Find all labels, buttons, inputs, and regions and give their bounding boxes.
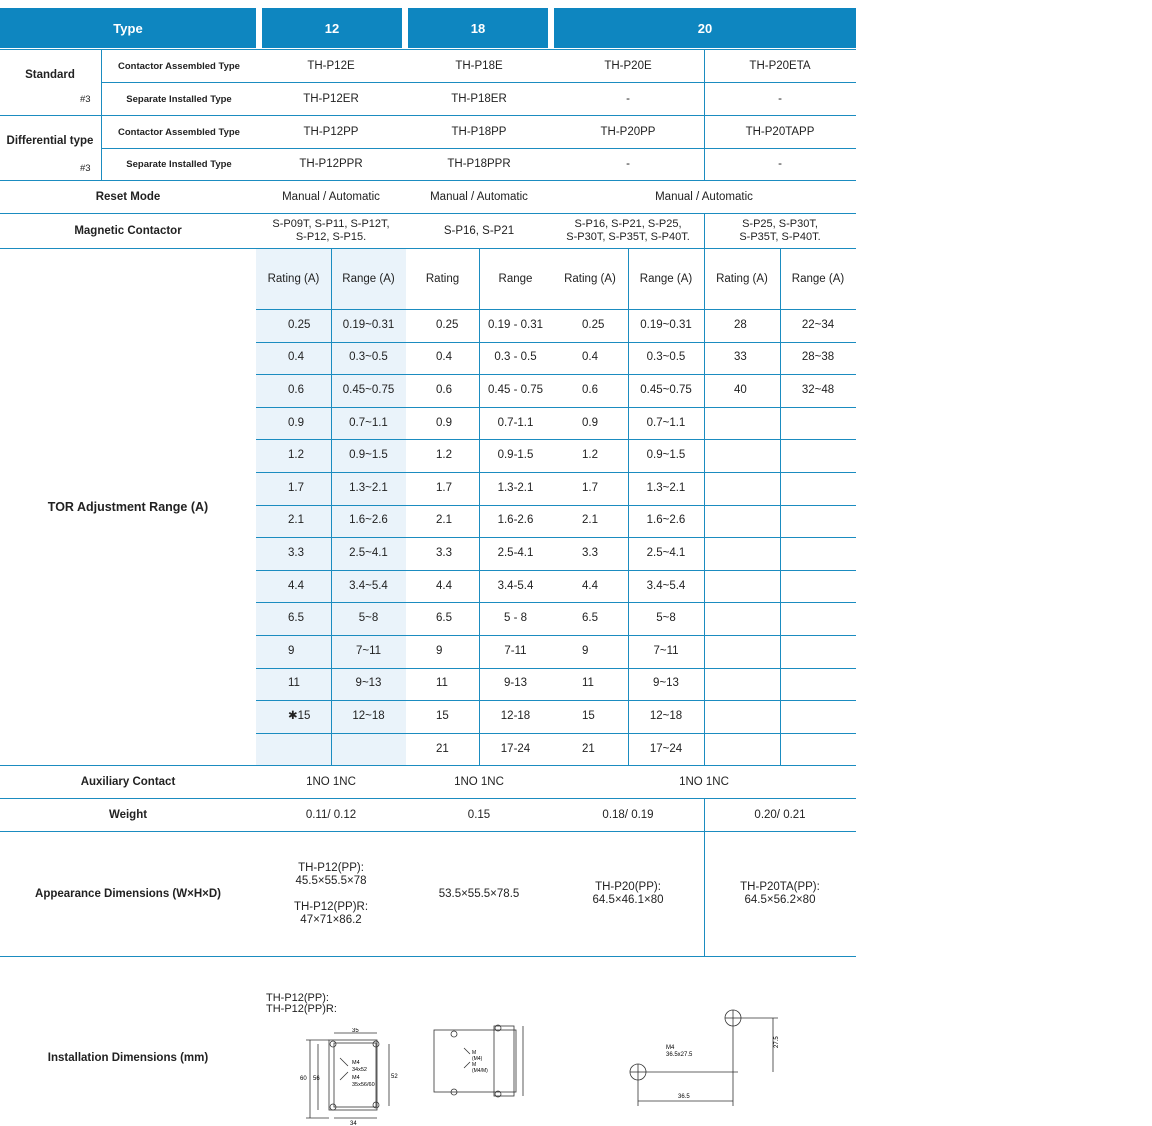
tor-cell [704, 602, 780, 635]
col-header-20: 20 [554, 8, 856, 48]
tor-cell [780, 570, 856, 603]
installation-caption: TH-P12(PP): TH-P12(PP)R: [266, 992, 337, 1015]
tor-cell: 0.6 [582, 383, 598, 396]
tor-cell: 1.3~2.1 [646, 481, 686, 494]
tor-row-line [256, 537, 856, 538]
d1-bottom: 34 [350, 1121, 357, 1126]
standard-separate-20ta: - [778, 92, 782, 105]
tor-cell: 3.4~5.4 [646, 579, 686, 592]
divider-line [0, 831, 856, 832]
tor-cell [256, 733, 331, 766]
tor-cell: 6.5 [288, 612, 304, 625]
tor-cell: 0.9~1.5 [349, 449, 388, 462]
tor-col-line [780, 249, 781, 765]
tor-cell [704, 635, 780, 668]
tor-cell: 0.7~1.1 [646, 416, 686, 429]
tor-cell [780, 505, 856, 538]
d3-vertical: 27.5 [774, 1036, 780, 1048]
divider-line [0, 956, 856, 957]
tor-row-line [256, 700, 856, 701]
reset-mode-18: Manual / Automatic [430, 190, 528, 203]
tor-cell: 0.25 [288, 318, 311, 331]
tor-row-line [256, 309, 856, 310]
tor-col-line [331, 249, 332, 765]
d1-note-c: M4 [352, 1075, 360, 1081]
d1-note-a: M4 [352, 1060, 360, 1066]
tor-cell: 9 [288, 644, 295, 657]
differential-separate-18: TH-P18PPR [447, 157, 511, 170]
installation-drawing-18 [428, 1018, 532, 1104]
tor-cell: 1.7 [288, 481, 304, 494]
tor-cell: 2.5~4.1 [349, 546, 388, 559]
reset-mode-12: Manual / Automatic [282, 190, 380, 203]
d1-note-d: 35x56/60 [352, 1082, 375, 1088]
tor-cell: 17-24 [500, 742, 531, 755]
tor-cell: 0.9 [288, 416, 304, 429]
tor-cell: 1.6~2.6 [646, 514, 686, 527]
divider-line [0, 213, 856, 214]
differential-assembled-20ta: TH-P20TAPP [745, 125, 815, 138]
tor-cell: 9 [436, 644, 443, 657]
standard-assembled-20: TH-P20E [604, 59, 652, 72]
tor-row-line [256, 570, 856, 571]
standard-assembled-label: Contactor Assembled Type [118, 60, 240, 72]
tor-row-line [256, 602, 856, 603]
tor-cell: 1.7 [582, 481, 598, 494]
tor-cell: 1.7 [436, 481, 452, 494]
tor-row-line [256, 668, 856, 669]
tor-cell [780, 472, 856, 505]
tor-cell: 5~8 [358, 612, 379, 625]
tor-cell: 0.25 [436, 318, 459, 331]
standard-assembled-18: TH-P18E [455, 59, 503, 72]
tor-cell [780, 733, 856, 766]
tor-cell: 12~18 [352, 709, 385, 722]
differential-separate-12: TH-P12PPR [299, 157, 363, 170]
tor-cell: 28 [734, 318, 747, 331]
tor-cell: 15 [582, 709, 595, 722]
magnetic-contactor-12: S-P09T, S-P11, S-P12T, S-P12, S-P15. [272, 218, 390, 243]
tor-cell [780, 602, 856, 635]
tor-row-line [256, 342, 856, 343]
tor-cell: 5 - 8 [503, 612, 527, 625]
tor-label: TOR Adjustment Range (A) [47, 499, 209, 514]
tor-cell: 9~13 [355, 677, 382, 690]
divider-line [102, 148, 856, 149]
auxiliary-label: Auxiliary Contact [80, 775, 176, 788]
differential-assembled-18: TH-P18PP [451, 125, 507, 138]
tor-cell: 3.3 [288, 546, 304, 559]
divider-line [0, 49, 856, 50]
tor-cell [780, 439, 856, 472]
tor-cell: 11 [436, 677, 448, 690]
tor-cell: 1.2 [288, 449, 304, 462]
tor-header-cell: Rating [425, 272, 460, 285]
tor-row-line [256, 407, 856, 408]
tor-row-line [256, 472, 856, 473]
tor-row-line [256, 635, 856, 636]
divider-line [0, 248, 856, 249]
tor-header-cell: Rating (A) [564, 272, 616, 285]
d1-left-inner: 56 [313, 1076, 320, 1082]
tor-header-cell: Range (A) [639, 272, 693, 285]
weight-18: 0.15 [467, 808, 491, 821]
tor-cell: 0.6 [288, 383, 304, 396]
tor-cell: 1.3~2.1 [349, 481, 388, 494]
standard-assembled-12: TH-P12E [307, 59, 355, 72]
standard-assembled-20ta: TH-P20ETA [749, 59, 811, 72]
d3-horizontal: 36.5 [678, 1094, 690, 1100]
tor-cell: 32~48 [801, 383, 835, 396]
tor-cell: 15 [436, 709, 449, 722]
differential-footnote: #3 [80, 163, 91, 174]
reset-mode-20: Manual / Automatic [655, 190, 753, 203]
installation-drawing-20 [620, 1004, 790, 1110]
divider-line [0, 798, 856, 799]
tor-cell: 0.25 [582, 318, 605, 331]
tor-cell: 21 [582, 742, 595, 755]
d3-note-b: 36.5x27.5 [666, 1052, 693, 1058]
standard-separate-18: TH-P18ER [451, 92, 507, 105]
tor-header-cell: Range (A) [342, 272, 395, 285]
tor-cell: 0.19~0.31 [342, 318, 395, 331]
tor-cell: 9-13 [503, 677, 528, 690]
tor-cell: 7~11 [653, 644, 679, 657]
tor-cell: 1.6~2.6 [349, 514, 388, 527]
tor-cell: 4.4 [288, 579, 304, 592]
differential-assembled-20: TH-P20PP [600, 125, 656, 138]
standard-footnote: #3 [80, 94, 91, 105]
tor-cell: 21 [436, 742, 449, 755]
divider-line [0, 115, 856, 116]
magnetic-contactor-label: Magnetic Contactor [74, 224, 182, 237]
col-header-18: 18 [408, 8, 548, 48]
tor-cell [780, 537, 856, 570]
tor-cell: 2.1 [582, 514, 598, 527]
appearance-20ta: TH-P20TA(PP): 64.5×56.2×80 [740, 881, 820, 906]
tor-cell: 2.5~4.1 [646, 546, 686, 559]
tor-cell [780, 668, 856, 701]
divider-line [0, 765, 856, 766]
tor-cell: 9~13 [653, 677, 679, 690]
appearance-20: TH-P20(PP): 64.5×46.1×80 [592, 881, 664, 906]
tor-cell: 9 [582, 644, 589, 657]
tor-header-cell: Rating (A) [716, 272, 768, 285]
tor-cell: 0.19~0.31 [640, 318, 692, 331]
tor-cell: 0.9-1.5 [497, 449, 534, 462]
tor-cell: 12~18 [649, 709, 683, 722]
tor-row-line [256, 374, 856, 375]
tor-cell: 3.3 [582, 546, 598, 559]
tor-cell: 0.3 - 0.5 [494, 351, 537, 364]
tor-cell: 0.6 [436, 383, 452, 396]
tor-cell [704, 505, 780, 538]
tor-cell: 0.7-1.1 [497, 416, 534, 429]
tor-cell [704, 439, 780, 472]
weight-label: Weight [108, 808, 148, 821]
tor-cell: 5~8 [656, 612, 676, 625]
d2-note-a: M [472, 1050, 477, 1056]
tor-cell: 4.4 [436, 579, 452, 592]
magnetic-contactor-20ta: S-P25, S-P30T, S-P35T, S-P40T. [739, 218, 821, 243]
tor-cell: 40 [734, 383, 747, 396]
tor-cell: 0.45~0.75 [640, 383, 692, 396]
tor-row-line [256, 733, 856, 734]
tor-cell: 28~38 [801, 351, 835, 364]
tor-cell: 0.4 [288, 351, 304, 364]
auxiliary-18: 1NO 1NC [454, 775, 504, 788]
differential-separate-20: - [626, 157, 630, 170]
divider-line [0, 180, 856, 181]
differential-separate-label: Separate Installed Type [126, 158, 232, 170]
tor-cell: 1.2 [582, 449, 598, 462]
tor-cell: 6.5 [436, 612, 452, 625]
d3-note-a: M4 [666, 1045, 675, 1051]
tor-col-line [628, 249, 629, 765]
d1-left-outer: 60 [300, 1076, 307, 1082]
tor-cell: 4.4 [582, 579, 598, 592]
tor-cell: 33 [734, 351, 747, 364]
tor-cell: 0.4 [582, 351, 598, 364]
appearance-18: 53.5×55.5×78.5 [438, 887, 520, 900]
divider-vertical [704, 799, 705, 956]
tor-cell: 7-11 [504, 644, 527, 657]
tor-cell: 0.9 [582, 416, 598, 429]
tor-cell: 0.4 [436, 351, 452, 364]
tor-cell: 0.9~1.5 [646, 449, 686, 462]
d2-note-d: (M4/M) [472, 1068, 488, 1074]
tor-cell [780, 635, 856, 668]
tor-col-line [479, 249, 480, 765]
weight-20ta: 0.20/ 0.21 [754, 808, 806, 821]
tor-cell: 0.19 - 0.31 [488, 318, 543, 331]
standard-separate-12: TH-P12ER [303, 92, 359, 105]
divider-vertical [704, 214, 705, 248]
tor-row-line [256, 505, 856, 506]
tor-cell: 0.3~0.5 [349, 351, 388, 364]
magnetic-contactor-18: S-P16, S-P21 [443, 224, 515, 237]
tor-cell [704, 700, 780, 733]
installation-drawing-12 [296, 1028, 406, 1126]
auxiliary-20: 1NO 1NC [679, 775, 729, 788]
tor-cell [704, 668, 780, 701]
tor-cell [331, 733, 406, 766]
tor-cell: 22~34 [801, 318, 835, 331]
type-header: Type [0, 8, 256, 48]
tor-cell: 2.5-4.1 [497, 546, 534, 559]
tor-cell: 3.3 [436, 546, 452, 559]
divider-vertical [101, 50, 102, 180]
standard-separate-label: Separate Installed Type [126, 93, 232, 105]
differential-label: Differential type [6, 134, 94, 147]
tor-cell: 0.45 - 0.75 [488, 383, 543, 396]
tor-cell: 6.5 [582, 612, 598, 625]
tor-col-line [704, 249, 705, 765]
d1-note-b: 34x52 [352, 1067, 367, 1073]
tor-cell: 1.2 [436, 449, 452, 462]
tor-cell: 0.9 [436, 416, 452, 429]
tor-cell [780, 407, 856, 440]
weight-12: 0.11/ 0.12 [305, 808, 357, 821]
differential-assembled-12: TH-P12PP [303, 125, 359, 138]
standard-separate-20: - [626, 92, 630, 105]
tor-cell: 17~24 [649, 742, 683, 755]
tor-cell [704, 570, 780, 603]
appearance-12: TH-P12(PP): 45.5×55.5×78 TH-P12(PP)R: 47×71×86.2 [293, 861, 369, 926]
tor-cell: 0.7~1.1 [349, 416, 388, 429]
tor-cell: ✱15 [288, 709, 311, 722]
d2-note-b: (M4) [472, 1056, 483, 1062]
tor-cell [704, 537, 780, 570]
tor-cell [704, 407, 780, 440]
tor-cell: 0.3~0.5 [646, 351, 686, 364]
tor-cell: 2.1 [288, 514, 304, 527]
tor-cell [780, 700, 856, 733]
tor-row-line [256, 439, 856, 440]
auxiliary-12: 1NO 1NC [306, 775, 356, 788]
d1-right: 52 [391, 1074, 398, 1080]
standard-label: Standard [25, 68, 75, 81]
col-header-12: 12 [262, 8, 402, 48]
tor-cell: 12-18 [500, 709, 531, 722]
tor-cell [704, 472, 780, 505]
tor-header-cell: Range [498, 272, 533, 285]
d1-top: 35 [352, 1028, 359, 1034]
tor-cell: 3.4-5.4 [497, 579, 534, 592]
tor-header-cell: Rating (A) [267, 272, 320, 285]
tor-cell: 1.6-2.6 [497, 514, 534, 527]
tor-cell: 1.3-2.1 [497, 481, 534, 494]
tor-cell: 11 [582, 677, 594, 690]
magnetic-contactor-20: S-P16, S-P21, S-P25, S-P30T, S-P35T, S-P40T. [566, 218, 690, 243]
tor-cell: 2.1 [436, 514, 452, 527]
divider-vertical [704, 50, 705, 180]
appearance-label: Appearance Dimensions (W×H×D) [35, 887, 221, 900]
divider-line [102, 82, 856, 83]
tor-header-cell: Range (A) [791, 272, 845, 285]
tor-cell: 0.45~0.75 [342, 383, 395, 396]
tor-cell: 3.4~5.4 [349, 579, 388, 592]
d2-note-c: M [472, 1062, 477, 1068]
tor-cell: 11 [288, 677, 300, 690]
weight-20: 0.18/ 0.19 [602, 808, 654, 821]
reset-mode-label: Reset Mode [95, 190, 161, 203]
differential-assembled-label: Contactor Assembled Type [118, 126, 240, 138]
tor-cell: 7~11 [355, 644, 382, 657]
differential-separate-20ta: - [778, 157, 782, 170]
tor-cell [704, 733, 780, 766]
installation-label: Installation Dimensions (mm) [47, 1051, 209, 1064]
